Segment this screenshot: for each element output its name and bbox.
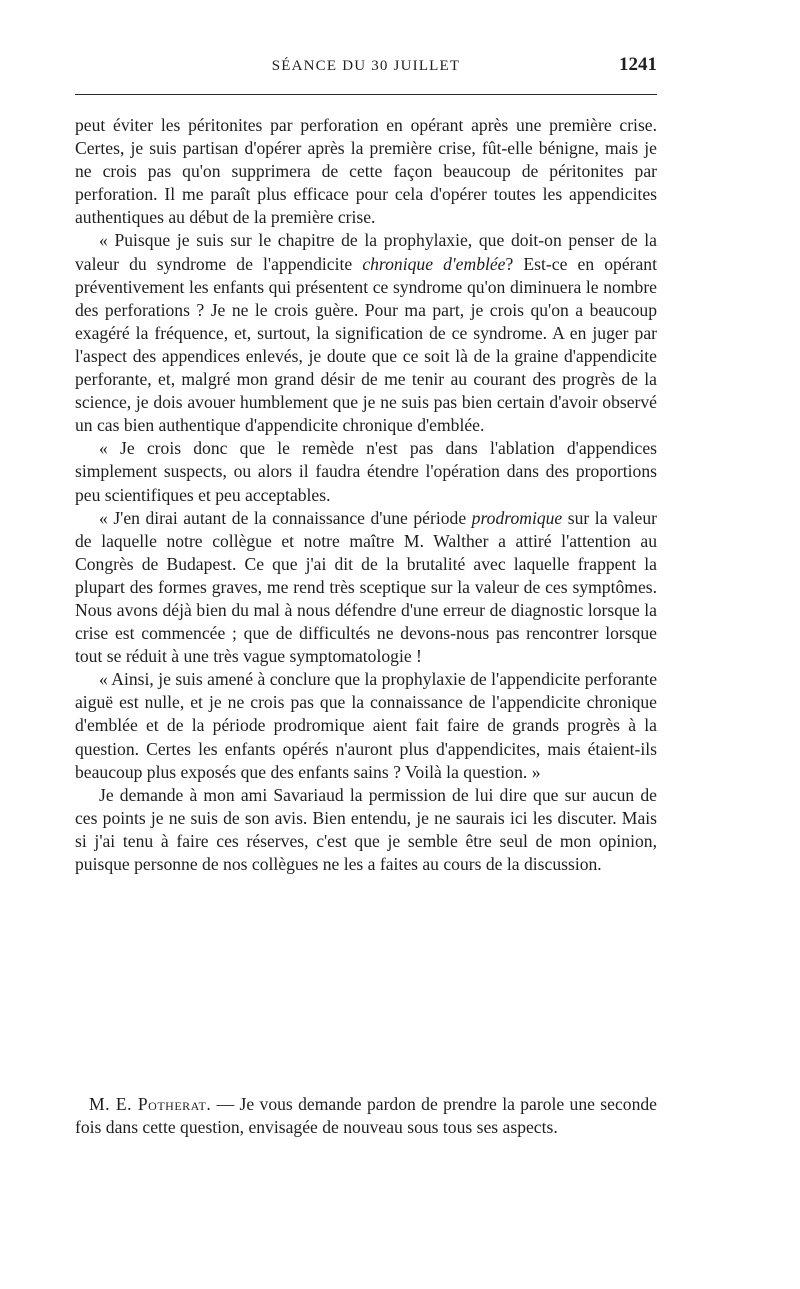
running-header	[75, 50, 657, 80]
page-number: 1241	[619, 54, 657, 75]
paragraph-5: « Ainsi, je suis amené à conclure que la prophylaxie de l'appendicite perforante aiguë est nulle, et je ne crois pas que la connaissance de l'appendicite chronique d'emblée et de la période prodromique aient fait faire de grands progrès à la question. Certes les enfants opérés n'auront plus d'appendicites, mais étaient-ils beaucoup plus exposés que des enfants sains ? Voilà la question. »	[75, 669, 657, 782]
running-title: SÉANCE DU 30 JUILLET	[271, 58, 461, 74]
paragraph-4	[75, 507, 657, 669]
header-rule	[75, 94, 657, 95]
paragraph-2-part-b: ? Est-ce en opérant préventivement les enfants qui présentent ce syndrome qu'on diminuera le nombre des perforations ? Je ne le crois guère. Pour ma part, je crois qu'on a beaucoup exagéré la fréquence, et, surtout, la signification de ce syndrome. A en juger par l'aspect des appendices enlevés, je doute que ce soit là de la graine d'appendicite perforante, et, malgré mon grand désir de me tenir au courant des progrès de la science, je dois avouer humblement que je ne suis pas bien certain d'avoir observé un cas bien authentique d'appendicite chronique d'emblée.	[75, 253, 657, 436]
paragraph-2	[75, 229, 657, 437]
page-content	[75, 50, 657, 1138]
paragraph-2-italic: chronique d'emblée	[362, 253, 506, 274]
speaker-name: M. E. Potherat.	[89, 1094, 212, 1114]
speaker-text: — Je vous demande pardon de prendre la parole une seconde fois dans cette question, envisagée de nouveau sous tous ses aspects.	[75, 1094, 657, 1138]
paragraph-1: peut éviter les péritonites par perforation en opérant après une première crise. Certes, je suis partisan d'opérer après la première crise, fût-elle bénigne, mais je ne crois pas qu'on supprimera de cette façon beaucoup de péritonites par perforation. Il me paraît plus efficace pour cela d'opérer toutes les appendicites authentiques au début de la première crise.	[75, 115, 657, 228]
body-text	[75, 114, 657, 876]
speaker-paragraph	[75, 1093, 657, 1139]
paragraph-4-part-a: « J'en dirai autant de la connaissance d'une période	[99, 507, 472, 528]
paragraph-2-part-a: « Puisque je suis sur le chapitre de la prophylaxie, que doit-on penser de la valeur du syndrome de l'appendicite	[75, 230, 657, 274]
paragraph-3: « Je crois donc que le remède n'est pas dans l'ablation d'appendices simplement suspects, ou alors il faudra étendre l'opération dans des proportions peu scientifiques et peu acceptables.	[75, 438, 657, 505]
paragraph-4-italic: prodromique	[471, 507, 563, 528]
paragraph-4-part-b: sur la valeur de laquelle notre collègue et notre maître M. Walther a attiré l'attention au Congrès de Budapest. Ce que j'ai dit de la brutalité avec laquelle frappent la plupart des formes graves, me rend très sceptique sur la valeur de ces symptômes. Nous avons déjà bien du mal à nous défendre d'une erreur de diagnostic lorsque la crise est commencée ; que de difficultés ne devons-nous pas rencontrer lorsque tout se réduit à une très vague symptomatologie !	[75, 507, 657, 667]
paragraph-6: Je demande à mon ami Savariaud la permission de lui dire que sur aucun de ces points je ne suis de son avis. Bien entendu, je ne saurais ici les discuter. Mais si j'ai tenu à faire ces réserves, c'est que je semble être seul de mon opinion, puisque personne de nos collègues ne les a faites au cours de la discussion.	[75, 784, 657, 874]
